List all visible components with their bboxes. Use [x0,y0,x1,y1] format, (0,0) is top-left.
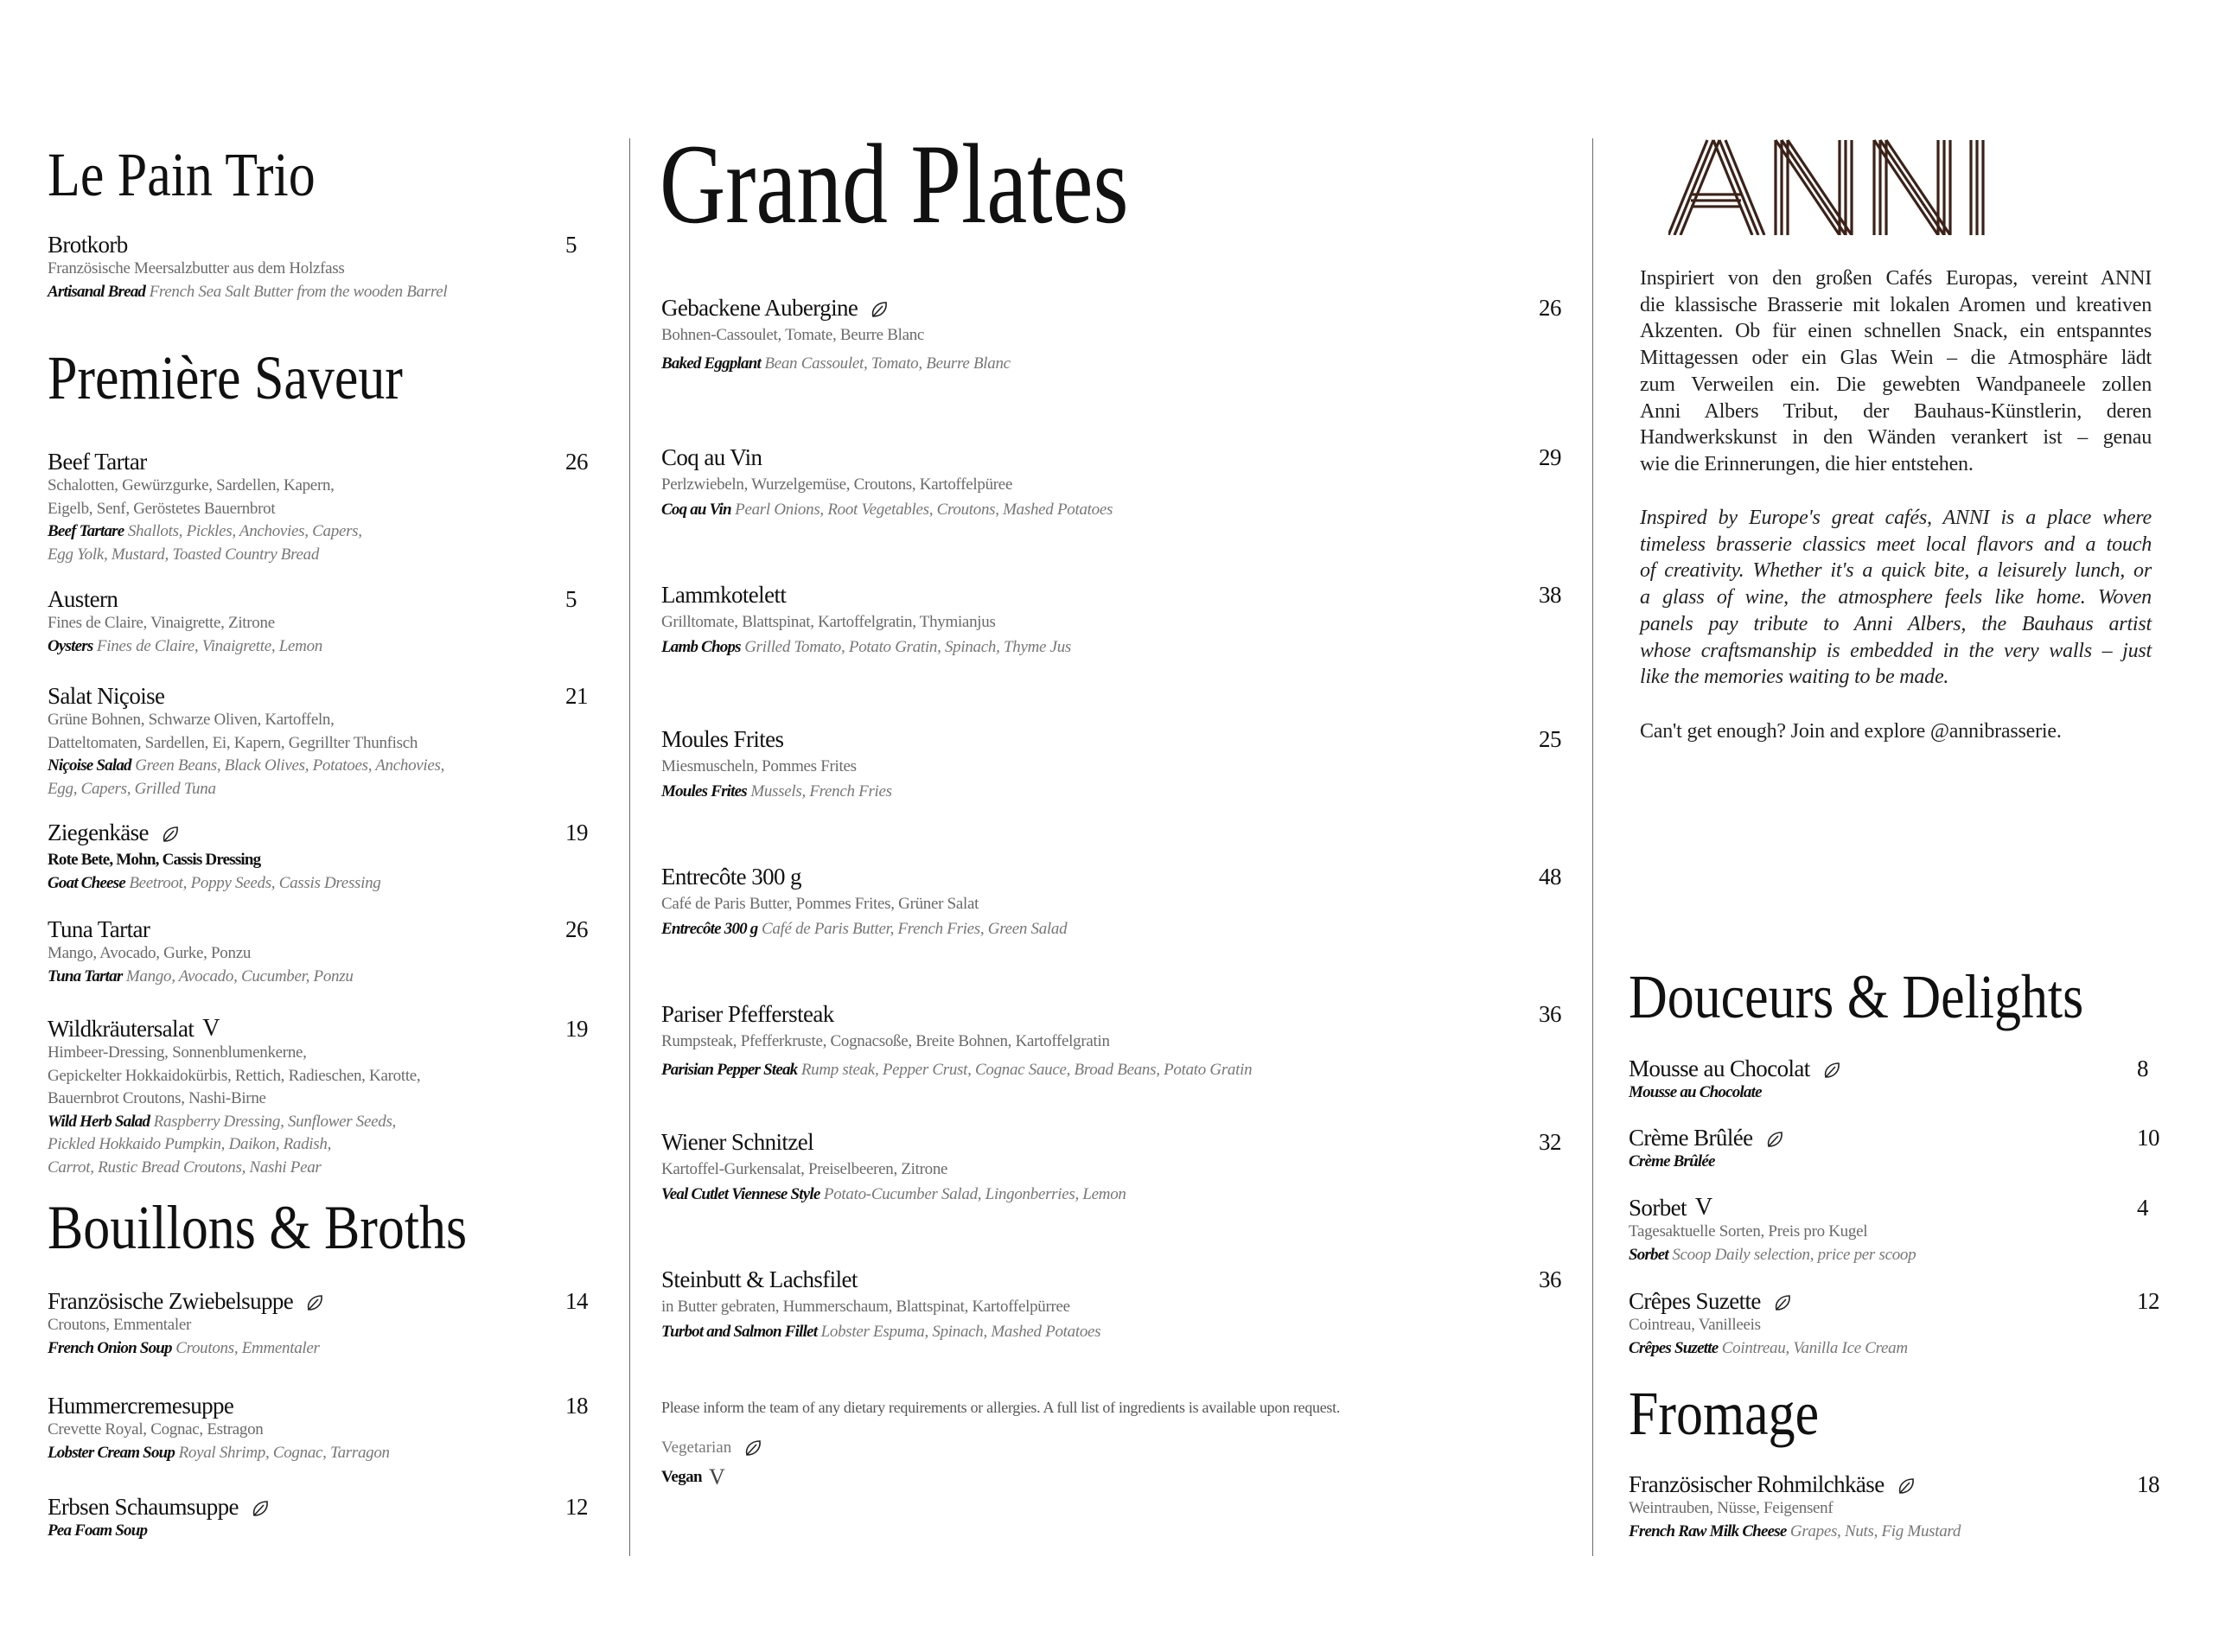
menu-item-price: 18 [2137,1471,2159,1497]
logo-stroke [1776,140,1840,235]
menu-item-description-de: Grilltomate, Blattspinat, Kartoffelgratin, Thymianjus [661,613,996,631]
menu-item-name-row [48,820,617,845]
menu-item-name: Ziegenkäse [48,820,149,845]
menu-item-description-de: Cointreau, Vanilleeis [1629,1316,1761,1334]
menu-item-crepes-suzette [1629,1288,2189,1360]
menu-item-wiener-schnitzel [661,1129,1591,1206]
menu-item-name-row [48,232,617,258]
menu-item-name-row [48,1016,617,1042]
menu-item-name-en: Niçoise Salad [48,756,131,775]
menu-item-name-row [1629,1056,2189,1081]
menu-item-description-en: Rump steak, Pepper Crust, Cognac Sauce, Broad Beans, Potato Gratin [800,1060,1253,1079]
menu-item-description-en: Cointreau, Vanilla Ice Cream [1721,1338,1908,1357]
logo-stroke [1674,140,1713,235]
leaf-icon [161,823,180,842]
menu-item-name-row [48,916,617,942]
vegan-v-icon: V [202,1015,220,1042]
menu-item-description-en: Grilled Tomato, Potato Gratin, Spinach, Thyme Jus [744,637,1072,656]
leaf-icon [1765,1128,1784,1147]
menu-item-name-en: Lobster Cream Soup [48,1443,175,1462]
menu-item-description-en: Croutons, Emmentaler [175,1338,320,1357]
menu-item-name-row [661,864,1591,890]
section-title-bouillons-broths: Bouillons & Broths [48,1193,468,1262]
menu-item-name: Coq au Vin [661,444,762,470]
allergy-notice: Please inform the team of any dietary requirements or allergies. A full list of ingredients is available upon request. [661,1399,1341,1416]
logo-stroke [1874,140,1938,235]
menu-item-description-de: Rumpsteak, Pfefferkruste, Cognacsoße, Breite Bohnen, Kartoffelgratin [661,1032,1110,1050]
menu-item-description-de: Crevette Royal, Cognac, Estragon [48,1420,264,1438]
menu-item-franzosischer-rohmilchkase [1629,1471,2189,1543]
menu-item-name-row [48,683,617,709]
menu-item-description-de: Gepickelter Hokkaidokürbis, Rettich, Radieschen, Karotte, [48,1066,421,1085]
menu-item-description-de: in Butter gebraten, Hummerschaum, Blattspinat, Kartoffelpürree [661,1298,1070,1316]
logo-stroke [1788,140,1852,235]
menu-item-price: 36 [1539,1266,1561,1292]
section-title-premiere-saveur: Première Saveur [48,343,403,412]
menu-item-name-en: Coq au Vin [661,500,731,519]
menu-item-name: Crêpes Suzette [1629,1288,1761,1314]
social-callout [1640,718,2152,745]
menu-item-name-en: Lamb Chops [661,637,741,656]
menu-item-wildkrautersalat [48,1016,617,1179]
menu-item-name-en: Pea Foam Soup [48,1521,148,1540]
menu-item-description-en: Egg Yolk, Mustard, Toasted Country Bread [48,545,320,564]
menu-item-name: Austern [48,586,118,612]
menu-item-price: 29 [1539,444,1561,470]
menu-item-price: 36 [1539,1001,1561,1027]
menu-item-description-en: Pickled Hokkaido Pumpkin, Daikon, Radish, [48,1135,332,1153]
menu-item-description-de: Himbeer-Dressing, Sonnenblumenkerne, [48,1043,307,1062]
menu-item-price: 26 [565,449,588,475]
menu-item-description-en: Mango, Avocado, Cucumber, Ponzu [125,966,354,985]
menu-item-salat-nicoise [48,683,617,800]
intro-paragraph-en [1640,505,2152,691]
menu-item-name-row [1629,1195,2189,1221]
intro-de-line: die klassische Brasserie mit lokalen Aromen und kreativen [1640,293,2152,316]
menu-item-description-de: Grüne Bohnen, Schwarze Oliven, Kartoffeln, [48,711,335,729]
menu-item-name: Gebackene Aubergine [661,295,858,321]
menu-item-name: Pariser Pfeffersteak [661,1001,834,1027]
menu-item-price: 18 [565,1393,588,1419]
leaf-icon [305,1292,324,1311]
menu-item-description-de: Perlzwiebeln, Wurzelgemüse, Croutons, Kartoffelpüree [661,475,1013,494]
menu-item-price: 19 [565,1016,588,1042]
menu-item-description-en: Green Beans, Black Olives, Potatoes, Anchovies, [135,756,445,775]
menu-item-name: Moules Frites [661,726,784,752]
menu-item-price: 14 [565,1288,588,1314]
menu-item-description-en: French Sea Salt Butter from the wooden Barrel [149,282,448,301]
logo-stroke [1713,140,1752,235]
menu-item-entrecote-300-g [661,864,1591,941]
menu-item-price: 19 [565,820,588,845]
menu-item-name-row [48,449,617,475]
menu-item-description-de: Schalotten, Gewürzgurke, Sardellen, Kapern, [48,476,335,494]
legend-vegan-label: Vegan [661,1468,702,1486]
menu-item-price: 26 [1539,295,1561,321]
intro-en-line: Inspired by Europe's great cafés, ANNI is a place where [1640,507,2152,529]
menu-item-name: Wildkräutersalat [48,1016,195,1042]
menu-item-price: 10 [2137,1125,2159,1151]
logo-stroke [1725,140,1764,235]
menu-item-price: 12 [565,1494,588,1520]
menu-item-description-de: Bohnen-Cassoulet, Tomate, Beurre Blanc [661,326,925,344]
menu-item-description-de: Croutons, Emmentaler [48,1316,192,1334]
menu-item-name: Crème Brûlée [1629,1125,1753,1151]
column-divider-right [1592,138,1593,1556]
menu-item-name-en: Crème Brûlée [1629,1152,1715,1170]
menu-item-price: 5 [565,586,577,612]
menu-item-name: Entrecôte 300 g [661,864,801,890]
menu-item-description-en: Lobster Espuma, Spinach, Mashed Potatoes [820,1322,1101,1341]
intro-en-line: like the memories waiting to be made. [1640,666,1949,689]
menu-item-name-row [1629,1125,2189,1151]
menu-item-price: 26 [565,916,588,942]
menu-item-name-row [661,295,1591,321]
menu-item-description-en: Beetroot, Poppy Seeds, Cassis Dressing [129,873,381,892]
menu-item-description-en: Pearl Onions, Root Vegetables, Croutons, Mashed Potatoes [735,500,1113,519]
menu-item-name-en: Mousse au Chocolate [1629,1083,1762,1101]
menu-item-description-de: Französische Meersalzbutter aus dem Holzfass [48,259,345,277]
leaf-icon [1773,1292,1792,1311]
menu-item-description-de: Miesmuscheln, Pommes Frites [661,757,857,775]
logo-stroke [1782,140,1846,235]
menu-item-brotkorb [48,232,617,303]
menu-item-description-en: Royal Shrimp, Cognac, Tarragon [178,1443,390,1462]
menu-item-name-row [1629,1288,2189,1314]
menu-item-name: Mousse au Chocolat [1629,1056,1810,1081]
intro-en-line: of creativity. Whether it's a quick bite, a leisurely lunch, or [1640,559,2152,583]
menu-item-name: Französische Zwiebelsuppe [48,1288,294,1314]
menu-item-price: 8 [2137,1056,2148,1081]
intro-en-line: a glass of wine, the atmosphere feels like home. Woven [1640,586,2152,609]
menu-item-name-row [48,1288,617,1314]
menu-item-description-de: Mango, Avocado, Gurke, Ponzu [48,944,252,962]
intro-en-line: panels pay tribute to Anni Albers, the Bauhaus artist [1640,612,2152,635]
menu-item-erbsen-schaumsuppe [48,1494,617,1543]
menu-item-description-en: Bean Cassoulet, Tomato, Beurre Blanc [764,354,1011,373]
menu-item-description-de: Kartoffel-Gurkensalat, Preiselbeeren, Zitrone [661,1160,948,1178]
menu-item-beef-tartar [48,449,617,566]
logo-stroke [1680,140,1719,235]
leaf-icon [251,1497,270,1516]
intro-de-line: Anni Albers Tribut, der Bauhaus-Künstlerin, deren [1640,399,2152,423]
anni-logo-mark [1668,138,2014,235]
menu-item-name-en: Entrecôte 300 g [661,919,758,938]
menu-item-description-en: Raspberry Dressing, Sunflower Seeds, [153,1112,396,1131]
intro-de-line: Akzenten. Ob für einen schnellen Snack, ein entspanntes [1640,320,2152,343]
menu-item-name: Lammkotelett [661,582,787,608]
menu-item-description-de: Rote Bete, Mohn, Cassis Dressing [48,851,261,869]
intro-en-line: timeless brasserie classics meet local flavors and a touch [1640,533,2152,556]
logo-stroke [1719,140,1758,235]
intro-de-line: zum Verweilen ein. Die gewebten Wandpaneele zollen [1640,373,2152,396]
menu-item-name: Brotkorb [48,232,128,258]
menu-item-name-row [48,1393,617,1419]
legend-vegetarian-label: Vegetarian [661,1438,732,1457]
menu-item-name: Französischer Rohmilchkäse [1629,1471,1885,1497]
menu-item-name: Wiener Schnitzel [661,1129,813,1155]
intro-de-line: Handwerkskunst in den Wänden verankert ist – genau [1640,426,2152,450]
menu-item-austern [48,586,617,658]
menu-item-name-en: Tuna Tartar [48,966,123,985]
leaf-icon [1897,1475,1916,1494]
menu-item-name-row [661,582,1591,608]
menu-item-price: 4 [2137,1195,2148,1221]
menu-item-description-en: Grapes, Nuts, Fig Mustard [1789,1521,1961,1540]
menu-item-name: Beef Tartar [48,449,147,475]
intro-paragraph-de [1640,265,2152,478]
leaf-icon [870,298,889,317]
menu-item-name: Sorbet [1629,1195,1687,1221]
menu-item-steinbutt-lachsfilet [661,1266,1591,1343]
menu-item-description-en: Fines de Claire, Vinaigrette, Lemon [96,636,322,655]
menu-item-description-en: Carrot, Rustic Bread Croutons, Nashi Pear [48,1158,322,1177]
section-title-douceurs-delights: Douceurs & Delights [1629,962,2084,1031]
menu-item-name: Steinbutt & Lachsfilet [661,1266,858,1292]
menu-item-name-en: Sorbet [1629,1245,1668,1264]
legend-vegan [661,1464,725,1490]
intro-de-line: Inspiriert von den großen Cafés Europas, vereint ANNI [1640,267,2152,290]
vegan-v-icon: V [1694,1194,1712,1221]
menu-item-franzosische-zwiebelsuppe [48,1288,617,1360]
section-title-fromage: Fromage [1629,1379,1820,1448]
menu-item-name-row [48,586,617,612]
menu-item-description-en: Shallots, Pickles, Anchovies, Capers, [127,522,362,540]
menu-item-name-en: Moules Frites [661,781,747,800]
menu-item-price: 32 [1539,1129,1561,1155]
menu-item-name-en: Veal Cutlet Viennese Style [661,1184,820,1203]
menu-item-price: 5 [565,232,577,258]
menu-item-name-row [48,1494,617,1520]
section-title-grand-plates: Grand Plates [660,120,1129,247]
section-title-le-pain-trio: Le Pain Trio [48,140,316,209]
menu-item-name: Erbsen Schaumsuppe [48,1494,239,1520]
menu-item-name-en: Turbot and Salmon Fillet [661,1322,818,1341]
menu-item-name-en: Crêpes Suzette [1629,1338,1719,1357]
menu-item-name-row [661,726,1591,752]
menu-item-description-de: Tagesaktuelle Sorten, Preis pro Kugel [1629,1222,1868,1241]
menu-item-description-en: Mussels, French Fries [750,781,892,800]
menu-item-description-en: Potato-Cucumber Salad, Lingonberries, Lemon [823,1184,1126,1203]
menu-item-mousse-au-chocolat [1629,1056,2189,1105]
menu-item-name-en: Baked Eggplant [661,354,761,373]
legend-vegetarian [661,1438,762,1457]
intro-de-line: wie die Erinnerungen, die hier entstehen. [1640,452,1974,475]
menu-item-name: Hummercremesuppe [48,1393,234,1419]
menu-item-description-en: Egg, Capers, Grilled Tuna [48,779,216,798]
menu-item-description-de: Bauernbrot Croutons, Nashi-Birne [48,1089,266,1107]
menu-item-coq-au-vin [661,444,1591,521]
menu-item-description-de: Eigelb, Senf, Geröstetes Bauernbrot [48,499,276,518]
menu-item-price: 38 [1539,582,1561,608]
social-text: Can't get enough? Join and explore @annibrasserie. [1640,720,2062,743]
menu-item-name: Tuna Tartar [48,916,150,942]
menu-item-ziegenkase [48,820,617,895]
menu-item-creme-brulee [1629,1125,2189,1174]
menu-item-description-de: Café de Paris Butter, Pommes Frites, Grüner Salat [661,895,979,913]
menu-item-name-en: Artisanal Bread [48,282,146,301]
menu-item-description-de: Weintrauben, Nüsse, Feigensenf [1629,1499,1834,1517]
menu-item-price: 12 [2137,1288,2159,1314]
menu-item-name-en: Wild Herb Salad [48,1112,150,1131]
menu-item-name-en: Beef Tartare [48,522,124,540]
menu-item-description-de: Fines de Claire, Vinaigrette, Zitrone [48,614,275,632]
menu-item-sorbet [1629,1195,2189,1266]
menu-item-gebackene-aubergine [661,295,1591,375]
menu-item-name-en: French Onion Soup [48,1338,172,1357]
menu-item-name-row [661,1266,1591,1292]
menu-item-price: 25 [1539,726,1561,752]
menu-item-name-row [1629,1471,2189,1497]
logo-stroke [1886,140,1950,235]
logo-stroke [1668,140,1707,235]
leaf-icon [1822,1059,1841,1078]
menu-item-pariser-pfeffersteak [661,1001,1591,1081]
menu-item-name-en: French Raw Milk Cheese [1629,1521,1787,1540]
menu-item-description-en: Café de Paris Butter, French Fries, Green Salad [761,919,1068,938]
menu-item-name-en: Oysters [48,636,93,655]
menu-item-name-en: Parisian Pepper Steak [661,1060,798,1079]
vegan-v-icon: V [708,1464,725,1489]
intro-en-line: whose craftsmanship is embedded in the very walls – just [1640,639,2152,662]
menu-item-lammkotelett [661,582,1591,659]
menu-item-name-row [661,444,1591,470]
menu-item-name-row [661,1001,1591,1027]
column-divider-left [629,138,630,1556]
logo-stroke [1880,140,1944,235]
menu-item-price: 48 [1539,864,1561,890]
leaf-icon [743,1438,762,1457]
anni-logo [1668,138,2014,235]
menu-item-name-row [661,1129,1591,1155]
menu-item-description-de: Datteltomaten, Sardellen, Ei, Kapern, Gegrillter Thunfisch [48,733,418,752]
menu-item-name-en: Goat Cheese [48,873,125,892]
menu-item-moules-frites [661,726,1591,803]
menu-item-hummercremesuppe [48,1393,617,1464]
menu-item-description-en: Scoop Daily selection, price per scoop [1672,1245,1916,1264]
menu-item-price: 21 [565,683,588,709]
menu-item-name: Salat Niçoise [48,683,165,709]
intro-de-line: Mittagessen oder ein Glas Wein – die Atmosphäre lädt [1640,347,2152,370]
menu-item-tuna-tartar [48,916,617,988]
